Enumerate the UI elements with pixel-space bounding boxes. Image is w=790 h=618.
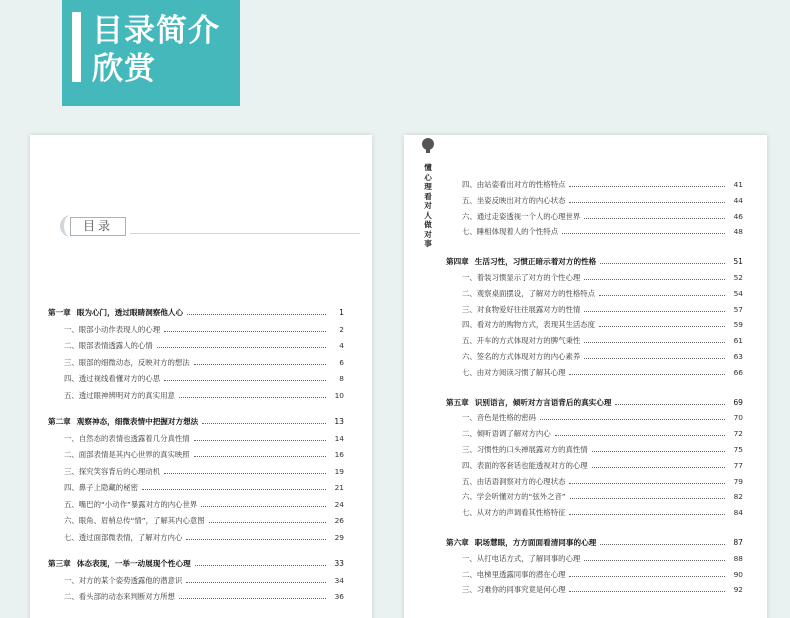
toc-section-row (48, 449, 344, 462)
page-number: 41 (733, 180, 743, 189)
page-number: 21 (334, 483, 344, 492)
entry-title: 一、对方的某个姿势透露他的潜意识 (64, 575, 183, 585)
page-number: 61 (733, 336, 743, 346)
dot-leader (194, 359, 326, 365)
toc-chapter-row (48, 416, 344, 429)
toc-section-row (446, 444, 743, 457)
page-number: 57 (733, 304, 743, 314)
dot-leader (142, 484, 326, 490)
dot-leader (186, 534, 326, 540)
page-number: 84 (733, 508, 743, 518)
dot-leader (599, 321, 725, 327)
toc-section-row (48, 466, 344, 479)
toc-label: 目录 (70, 217, 126, 236)
page-number: 4 (339, 341, 344, 350)
entry-title: 三、对食物爱好往往展露对方的性情 (462, 304, 581, 314)
entry-title: 五、透过眼神辨明对方的真实用意 (64, 390, 175, 400)
page-number: 36 (334, 592, 344, 601)
entry-title: 五、开车的方式体现对方的脾气秉性 (462, 336, 581, 346)
toc-chapter-row (48, 558, 344, 571)
entry-title: 四、看对方的购物方式，表现其生活态度 (462, 320, 596, 330)
dot-leader (569, 571, 725, 577)
toc-section-row (446, 272, 743, 285)
page-number: 63 (733, 352, 743, 361)
page-number: 29 (334, 532, 344, 542)
entry-title: 七、透过面部微表情，了解对方内心 (64, 532, 183, 542)
page-number: 33 (334, 559, 344, 568)
page-number: 88 (733, 553, 743, 563)
dot-leader (186, 577, 326, 583)
dot-leader (592, 462, 725, 468)
dot-leader (569, 509, 725, 515)
toc-section-row (446, 367, 743, 380)
toc-section-row (446, 491, 743, 504)
dot-leader (600, 539, 725, 545)
chapter-number: 第六章 (446, 538, 469, 547)
dot-leader (592, 446, 725, 452)
toc-section-row (446, 412, 743, 425)
banner-accent-bar (72, 12, 81, 82)
dot-leader (584, 306, 725, 312)
dot-leader (555, 430, 725, 436)
toc-section-row (446, 584, 743, 597)
entry-title: 三、眼部的细微动态，反映对方的想法 (64, 357, 190, 367)
toc-section-row (446, 460, 743, 473)
dot-leader (584, 353, 725, 359)
entry-title: 一、从打电话方式，了解同事的心理 (462, 553, 581, 563)
dot-leader (569, 197, 725, 203)
chapter-number: 第四章 (446, 257, 469, 267)
toc-section-row (48, 357, 344, 370)
entry-title: 职场慧眼，方方面面看清同事的心理 (474, 538, 597, 547)
entry-title: 四、由站姿看出对方的性格特点 (462, 180, 566, 189)
page-number: 75 (733, 445, 743, 454)
heart-icon (422, 138, 434, 150)
toc-section-row (48, 373, 344, 386)
toc-section-row (48, 433, 344, 446)
chapter-number: 第三章 (48, 559, 71, 568)
entry-title: 二、面部表情是其内心世界的真实映照 (64, 450, 190, 459)
page-number: 59 (733, 320, 743, 330)
toc-section-row (446, 211, 743, 224)
entry-title: 七、由对方阅读习惯了解其心理 (462, 367, 566, 377)
title-banner (62, 0, 240, 106)
toc-chapter-row (446, 537, 743, 550)
dot-leader (187, 309, 326, 315)
page-number: 10 (334, 390, 344, 400)
page-number: 54 (733, 288, 743, 298)
entry-title: 一、眼部小动作表现人的心理 (64, 324, 161, 334)
dot-leader (194, 451, 326, 457)
entry-title: 六、学会听懂对方的“弦外之音” (462, 492, 566, 502)
dot-leader (164, 375, 326, 381)
page-number: 87 (733, 538, 743, 547)
dot-leader (562, 228, 725, 234)
entry-title: 三、习难你的同事究竟是何心理 (462, 585, 566, 595)
toc-section-row (446, 226, 743, 239)
dot-leader (569, 478, 725, 484)
page-number: 70 (733, 413, 743, 423)
entry-title: 四、透过视线看懂对方的心思 (64, 374, 161, 383)
banner-title: 目录简介欣赏 (92, 13, 220, 87)
entry-title: 观察神态，细微表情中把握对方想法 (76, 417, 199, 426)
toc-section-row (446, 476, 743, 489)
entry-title: 二、眼部表情透露人的心情 (64, 341, 153, 350)
toc-section-row (446, 569, 743, 582)
toc-section-row (48, 515, 344, 528)
entry-title: 五、由话语洞察对方的心理状态 (462, 476, 566, 486)
dot-leader (179, 593, 326, 599)
page-number: 14 (334, 433, 344, 443)
page-number: 1 (339, 308, 344, 317)
page-number: 72 (733, 429, 743, 439)
dot-leader (584, 274, 725, 280)
page-number: 19 (334, 466, 344, 476)
dot-leader (569, 369, 725, 375)
entry-title: 六、签名的方式体现对方的内心素养 (462, 352, 581, 361)
toc-section-row (446, 428, 743, 441)
toc-section-row (48, 532, 344, 545)
page-number: 2 (339, 324, 344, 334)
entry-title: 三、习惯性的口头禅展露对方的真性情 (462, 445, 588, 454)
entry-title: 一、着装习惯显示了对方的个性心理 (462, 273, 581, 282)
toc-chapter-row (446, 256, 743, 269)
page-number: 16 (334, 450, 344, 459)
page-number: 26 (334, 516, 344, 525)
page-number: 92 (733, 585, 743, 595)
toc-section-row (48, 499, 344, 512)
dot-leader (615, 399, 725, 405)
dot-leader (584, 337, 725, 343)
entry-title: 一、音色是性格的密码 (462, 413, 536, 423)
toc-section-row (48, 340, 344, 353)
toc-section-row (48, 324, 344, 337)
page-number: 24 (334, 499, 344, 509)
dot-leader (195, 560, 326, 566)
entry-title: 四、鼻子上隐藏的秘密 (64, 483, 138, 492)
page-number: 6 (339, 357, 344, 367)
toc-section-row (446, 351, 743, 364)
dot-leader (570, 493, 725, 499)
chapter-number: 第二章 (48, 417, 71, 426)
toc-chapter-row (48, 307, 344, 320)
dot-leader (202, 418, 326, 424)
toc-section-row (446, 335, 743, 348)
page-number: 51 (733, 257, 743, 267)
toc-section-row (48, 482, 344, 495)
dot-leader (540, 414, 725, 420)
toc-section-row (48, 591, 344, 604)
toc-rule (130, 233, 360, 234)
page-number: 46 (733, 211, 743, 221)
dot-leader (201, 501, 326, 507)
entry-title: 二、观察桌面摆设，了解对方的性格特点 (462, 288, 596, 298)
page-number: 69 (733, 397, 743, 407)
toc-section-row (446, 304, 743, 317)
toc-heading (60, 217, 360, 239)
left-page (30, 135, 372, 618)
entry-title: 六、眼角、眉梢总传“情”，了解其内心意图 (64, 516, 205, 525)
dot-leader (179, 392, 326, 398)
toc-chapter-row (446, 397, 743, 410)
right-page (404, 135, 767, 618)
dot-leader (194, 435, 326, 441)
entry-title: 生活习性，习惯正暗示着对方的性格 (474, 257, 597, 267)
entry-title: 识别语言，倾听对方言语背后的真实心理 (474, 397, 612, 407)
dot-leader (600, 258, 725, 264)
page-number: 66 (733, 367, 743, 377)
entry-title: 一、自然态的表情也透露着几分真性情 (64, 433, 190, 443)
toc-section-row (446, 507, 743, 520)
entry-title: 六、通过走姿透视一个人的心理世界 (462, 211, 581, 221)
page-number: 90 (733, 569, 743, 579)
toc-section-row (446, 319, 743, 332)
spine-title: 懂心理看对人做对事 (424, 163, 432, 248)
toc-section-row (48, 390, 344, 403)
toc-section-row (446, 553, 743, 566)
entry-title: 二、倾听语调了解对方内心 (462, 429, 551, 439)
dot-leader (569, 586, 725, 592)
dot-leader (209, 517, 326, 523)
page-number: 48 (733, 227, 743, 237)
entry-title: 二、看头部的动态来判断对方所想 (64, 592, 175, 601)
dot-leader (164, 326, 326, 332)
entry-title: 五、嘴巴的“小动作”暴露对方的内心世界 (64, 499, 198, 509)
page-number: 8 (339, 374, 344, 383)
chapter-number: 第一章 (48, 308, 71, 317)
page-number: 79 (733, 476, 743, 486)
entry-title: 七、从对方的声调看其性格特征 (462, 508, 566, 518)
toc-section-row (446, 288, 743, 301)
dot-leader (599, 290, 725, 296)
dot-leader (569, 181, 725, 187)
page-number: 77 (733, 460, 743, 470)
toc-section-row (48, 575, 344, 588)
dot-leader (164, 468, 326, 474)
toc-section-row (446, 195, 743, 208)
chapter-number: 第五章 (446, 397, 469, 407)
entry-title: 二、电梯里透露同事的潜在心理 (462, 569, 566, 579)
entry-title: 七、睡相体现着人的个性特点 (462, 227, 559, 237)
page-number: 52 (733, 273, 743, 282)
page-number: 82 (733, 492, 743, 502)
entry-title: 五、坐姿反映出对方的内心状态 (462, 195, 566, 205)
page-number: 34 (334, 575, 344, 585)
entry-title: 眼为心门，透过眼睛洞察他人心 (76, 308, 184, 317)
entry-title: 四、表面的客套话也能透视对方的心理 (462, 460, 588, 470)
toc-section-row (446, 179, 743, 192)
page-number: 44 (733, 195, 743, 205)
dot-leader (157, 342, 326, 348)
dot-leader (584, 555, 725, 561)
entry-title: 体态表现，一举一动展现个性心理 (76, 559, 191, 568)
entry-title: 三、探究笑容背后的心理动机 (64, 466, 161, 476)
dot-leader (584, 213, 725, 219)
page-number: 13 (334, 417, 344, 426)
